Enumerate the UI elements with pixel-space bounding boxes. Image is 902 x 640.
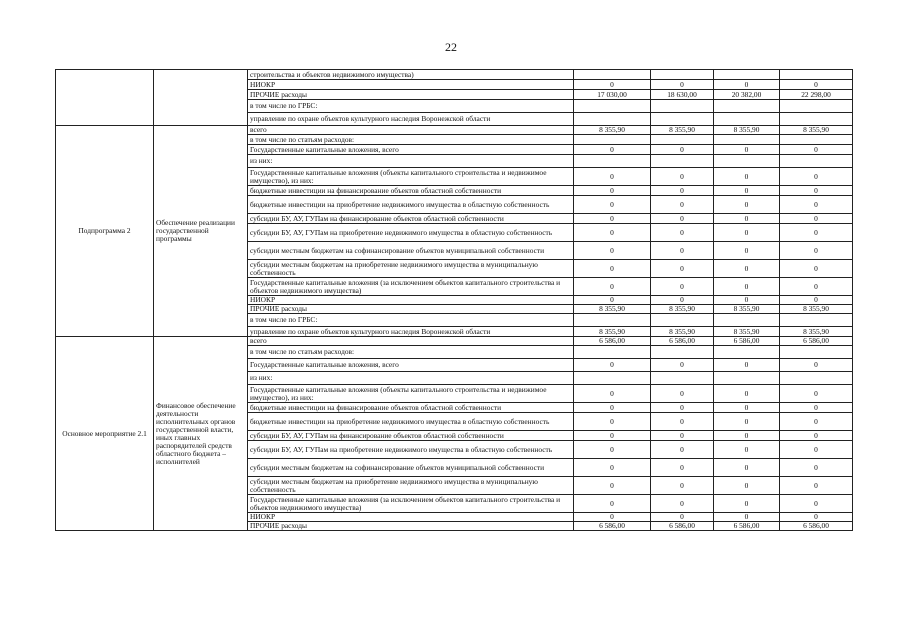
amount-cell: 0 [780, 431, 853, 441]
amount-cell: 0 [780, 80, 853, 90]
amount-cell: 0 [574, 260, 651, 278]
amount-cell: 0 [780, 196, 853, 214]
amount-cell: 0 [574, 385, 651, 403]
expense-item-label: НИОКР [248, 513, 574, 522]
amount-cell: 20 382,00 [714, 90, 780, 100]
expense-item-label: Государственные капитальные вложения, всего [248, 145, 574, 155]
amount-cell: 0 [574, 477, 651, 495]
amount-cell: 0 [651, 242, 714, 260]
amount-cell: 8 355,90 [651, 305, 714, 314]
amount-cell: 0 [651, 403, 714, 413]
program-description-cell: Финансовое обеспечение деятельности исполнительных органов государственной власти, иных главных распорядителей средств областного бюджета – исполнителей [154, 337, 248, 531]
amount-cell: 0 [574, 495, 651, 513]
amount-cell [574, 135, 651, 145]
amount-cell: 0 [780, 168, 853, 186]
amount-cell: 6 586,00 [651, 337, 714, 346]
expense-item-label: бюджетные инвестиции на финансирование объектов областной собственности [248, 403, 574, 413]
amount-cell: 0 [714, 513, 780, 522]
amount-cell [714, 372, 780, 385]
amount-cell: 6 586,00 [574, 522, 651, 531]
amount-cell: 0 [574, 242, 651, 260]
amount-cell: 0 [574, 214, 651, 224]
expense-item-label: в том числе по ГРБС: [248, 100, 574, 113]
expense-item-label: из них: [248, 155, 574, 168]
amount-cell: 0 [651, 459, 714, 477]
expense-item-label: в том числе по статьям расходов: [248, 346, 574, 359]
amount-cell: 0 [780, 385, 853, 403]
amount-cell [574, 346, 651, 359]
amount-cell [780, 70, 853, 80]
amount-cell [574, 70, 651, 80]
table-row [56, 126, 853, 135]
amount-cell: 0 [780, 214, 853, 224]
amount-cell: 0 [780, 145, 853, 155]
amount-cell: 0 [651, 296, 714, 305]
amount-cell: 0 [780, 260, 853, 278]
amount-cell: 0 [714, 80, 780, 90]
expense-item-label: ПРОЧИЕ расходы [248, 305, 574, 314]
expense-item-label: субсидии местным бюджетам на приобретение недвижимого имущества в муниципальную собственность [248, 477, 574, 495]
expense-item-label: Государственные капитальные вложения (за исключением объектов капитального строительства и объектов недвижимого имущества) [248, 278, 574, 296]
amount-cell: 0 [574, 359, 651, 372]
amount-cell [574, 113, 651, 126]
amount-cell: 0 [780, 186, 853, 196]
amount-cell: 0 [780, 403, 853, 413]
amount-cell [714, 135, 780, 145]
amount-cell [651, 100, 714, 113]
amount-cell: 0 [714, 260, 780, 278]
program-name-cell [56, 70, 154, 126]
expense-item-label: бюджетные инвестиции на приобретение недвижимого имущества в областную собственность [248, 196, 574, 214]
expense-item-label: бюджетные инвестиции на приобретение недвижимого имущества в областную собственность [248, 413, 574, 431]
program-description-cell [154, 70, 248, 126]
amount-cell: 8 355,90 [780, 327, 853, 337]
amount-cell: 0 [651, 196, 714, 214]
amount-cell: 0 [714, 242, 780, 260]
amount-cell: 0 [780, 477, 853, 495]
amount-cell: 0 [714, 359, 780, 372]
expense-item-label: субсидии БУ, АУ, ГУПам на финансирование объектов областной собственности [248, 431, 574, 441]
table-row [56, 337, 853, 346]
amount-cell: 0 [574, 431, 651, 441]
amount-cell [714, 314, 780, 327]
amount-cell: 8 355,90 [714, 305, 780, 314]
expense-item-label: в том числе по статьям расходов: [248, 135, 574, 145]
amount-cell: 0 [574, 278, 651, 296]
table-row [56, 70, 853, 80]
amount-cell [780, 346, 853, 359]
amount-cell [574, 314, 651, 327]
amount-cell: 0 [714, 413, 780, 431]
amount-cell: 0 [574, 196, 651, 214]
amount-cell: 0 [651, 413, 714, 431]
expense-item-label: НИОКР [248, 296, 574, 305]
amount-cell: 6 586,00 [651, 522, 714, 531]
amount-cell: 0 [780, 459, 853, 477]
amount-cell: 8 355,90 [714, 126, 780, 135]
amount-cell: 0 [651, 495, 714, 513]
expense-item-label: субсидии местным бюджетам на софинансирование объектов муниципальной собственности [248, 242, 574, 260]
amount-cell: 0 [714, 196, 780, 214]
amount-cell: 0 [714, 186, 780, 196]
amount-cell: 6 586,00 [714, 522, 780, 531]
budget-table [55, 69, 853, 531]
amount-cell: 0 [574, 441, 651, 459]
amount-cell: 0 [574, 403, 651, 413]
amount-cell: 0 [714, 495, 780, 513]
amount-cell: 0 [651, 186, 714, 196]
amount-cell: 0 [651, 80, 714, 90]
amount-cell: 0 [780, 278, 853, 296]
amount-cell: 0 [780, 441, 853, 459]
amount-cell: 0 [651, 224, 714, 242]
amount-cell: 0 [651, 145, 714, 155]
amount-cell: 22 298,00 [780, 90, 853, 100]
amount-cell: 0 [574, 168, 651, 186]
amount-cell: 0 [714, 431, 780, 441]
expense-item-label: НИОКР [248, 80, 574, 90]
amount-cell: 0 [574, 80, 651, 90]
expense-item-label: Государственные капитальные вложения (за исключением объектов капитального строительства и объектов недвижимого имущества) [248, 495, 574, 513]
amount-cell [714, 346, 780, 359]
expense-item-label: Государственные капитальные вложения, всего [248, 359, 574, 372]
expense-item-label: субсидии БУ, АУ, ГУПам на приобретение недвижимого имущества в областную собственность [248, 441, 574, 459]
expense-item-label: управление по охране объектов культурного наследия Воронежской области [248, 113, 574, 126]
amount-cell: 0 [714, 477, 780, 495]
page-number: 22 [445, 40, 457, 54]
amount-cell: 8 355,90 [714, 327, 780, 337]
expense-item-label: ПРОЧИЕ расходы [248, 90, 574, 100]
amount-cell: 0 [651, 431, 714, 441]
amount-cell [651, 155, 714, 168]
amount-cell [780, 100, 853, 113]
amount-cell: 8 355,90 [780, 305, 853, 314]
expense-item-label: Государственные капитальные вложения (объекты капитального строительства и недвижимое имущество), из них: [248, 385, 574, 403]
amount-cell: 0 [714, 403, 780, 413]
amount-cell: 0 [651, 359, 714, 372]
amount-cell [780, 113, 853, 126]
amount-cell [780, 372, 853, 385]
amount-cell: 0 [780, 359, 853, 372]
amount-cell: 0 [714, 224, 780, 242]
amount-cell [780, 135, 853, 145]
amount-cell: 0 [714, 385, 780, 403]
expense-item-label: всего [248, 337, 574, 346]
expense-item-label: всего [248, 126, 574, 135]
amount-cell: 0 [574, 145, 651, 155]
amount-cell: 6 586,00 [780, 337, 853, 346]
amount-cell: 8 355,90 [651, 327, 714, 337]
amount-cell: 0 [651, 441, 714, 459]
amount-cell [651, 135, 714, 145]
expense-item-label: субсидии БУ, АУ, ГУПам на финансирование объектов областной собственности [248, 214, 574, 224]
amount-cell: 0 [651, 260, 714, 278]
amount-cell [714, 155, 780, 168]
expense-item-label: ПРОЧИЕ расходы [248, 522, 574, 531]
amount-cell: 0 [714, 296, 780, 305]
amount-cell: 0 [714, 459, 780, 477]
expense-item-label: в том числе по ГРБС: [248, 314, 574, 327]
amount-cell [780, 155, 853, 168]
amount-cell: 6 586,00 [780, 522, 853, 531]
amount-cell: 0 [714, 441, 780, 459]
program-name-cell: Основное мероприятие 2.1 [56, 337, 154, 531]
amount-cell: 6 586,00 [574, 337, 651, 346]
amount-cell: 0 [574, 513, 651, 522]
expense-item-label: из них: [248, 372, 574, 385]
amount-cell [574, 372, 651, 385]
amount-cell: 0 [780, 413, 853, 431]
amount-cell: 0 [574, 296, 651, 305]
amount-cell: 8 355,90 [574, 305, 651, 314]
amount-cell: 8 355,90 [574, 126, 651, 135]
amount-cell: 0 [574, 186, 651, 196]
expense-item-label: субсидии БУ, АУ, ГУПам на приобретение недвижимого имущества в областную собственность [248, 224, 574, 242]
amount-cell: 0 [780, 242, 853, 260]
amount-cell: 0 [574, 459, 651, 477]
expense-item-label: управление по охране объектов культурного наследия Воронежской области [248, 327, 574, 337]
expense-item-label: субсидии местным бюджетам на приобретение недвижимого имущества в муниципальную собственность [248, 260, 574, 278]
amount-cell: 0 [651, 214, 714, 224]
amount-cell [651, 372, 714, 385]
amount-cell: 0 [574, 224, 651, 242]
expense-item-label: субсидии местным бюджетам на софинансирование объектов муниципальной собственности [248, 459, 574, 477]
program-description-cell: Обеспечение реализации государственной программы [154, 126, 248, 337]
amount-cell: 0 [780, 513, 853, 522]
amount-cell [780, 314, 853, 327]
amount-cell: 8 355,90 [780, 126, 853, 135]
expense-item-label: бюджетные инвестиции на финансирование объектов областной собственности [248, 186, 574, 196]
amount-cell: 18 630,00 [651, 90, 714, 100]
amount-cell: 8 355,90 [574, 327, 651, 337]
amount-cell [651, 346, 714, 359]
amount-cell [574, 100, 651, 113]
amount-cell: 0 [780, 224, 853, 242]
amount-cell [714, 100, 780, 113]
amount-cell [574, 155, 651, 168]
amount-cell: 0 [651, 168, 714, 186]
program-name-cell: Подпрограмма 2 [56, 126, 154, 337]
amount-cell: 0 [780, 296, 853, 305]
amount-cell: 0 [651, 278, 714, 296]
amount-cell: 0 [714, 214, 780, 224]
amount-cell: 0 [574, 413, 651, 431]
amount-cell [651, 314, 714, 327]
amount-cell: 0 [651, 477, 714, 495]
amount-cell [714, 70, 780, 80]
amount-cell [651, 70, 714, 80]
expense-item-label: Государственные капитальные вложения (объекты капитального строительства и недвижимое имущество), из них: [248, 168, 574, 186]
amount-cell [714, 113, 780, 126]
amount-cell: 0 [714, 168, 780, 186]
amount-cell: 0 [714, 278, 780, 296]
amount-cell: 8 355,90 [651, 126, 714, 135]
amount-cell: 0 [714, 145, 780, 155]
amount-cell: 0 [780, 495, 853, 513]
amount-cell: 17 030,00 [574, 90, 651, 100]
amount-cell: 0 [651, 513, 714, 522]
amount-cell: 0 [651, 385, 714, 403]
amount-cell [651, 113, 714, 126]
amount-cell: 6 586,00 [714, 337, 780, 346]
expense-item-label: строительства и объектов недвижимого имущества) [248, 70, 574, 80]
